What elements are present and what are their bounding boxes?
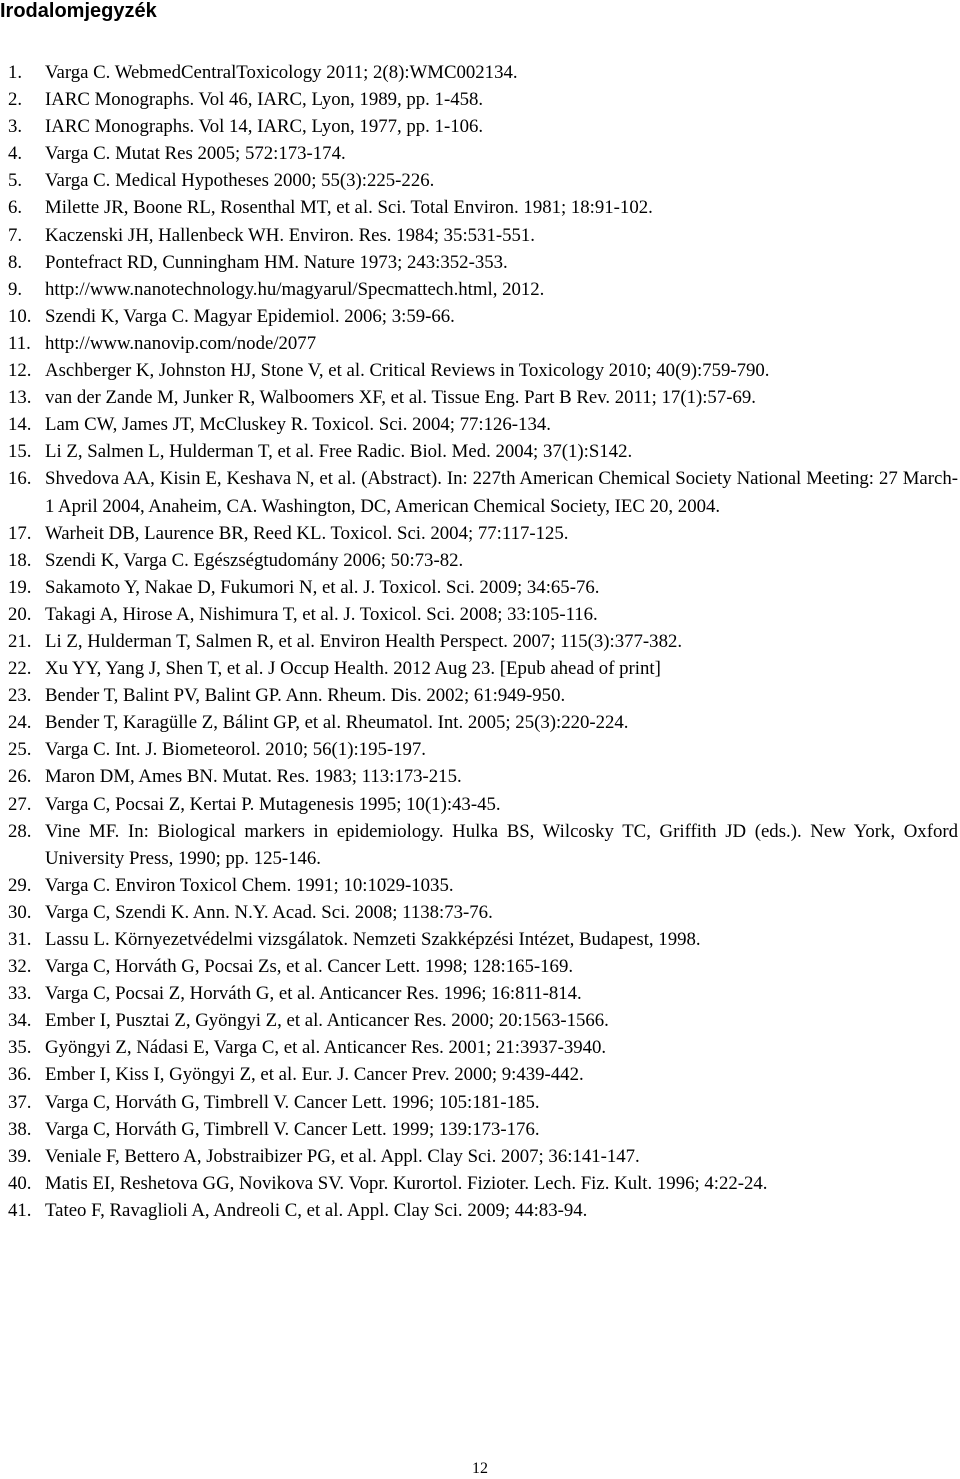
reference-number: 31. (8, 929, 32, 950)
reference-number: 3. (8, 116, 23, 138)
reference-text: Varga C. WebmedCentralToxicology 2011; 2(8):WMC002134. (45, 62, 518, 83)
reference-text: Vine MF. In: Biological markers in epidemiology. Hulka BS, Wilcosky TC, Griffith JD (eds.). New York, Oxford University Press, 1990; pp. 125-146. (45, 820, 958, 869)
reference-text: Takagi A, Hirose A, Nishimura T, et al. J. Toxicol. Sci. 2008; 33:105-116. (45, 603, 598, 625)
reference-number: 25. (8, 739, 32, 761)
reference-item (0, 520, 958, 547)
reference-text: Szendi K, Varga C. Magyar Epidemiol. 2006; 3:59-66. (45, 305, 455, 327)
reference-item (0, 601, 958, 628)
reference-number: 6. (8, 197, 23, 219)
reference-number: 22. (8, 658, 32, 680)
reference-text: Varga C, Pocsai Z, Kertai P. Mutagenesis 1995; 10(1):43-45. (45, 793, 501, 815)
reference-text: Varga C, Horváth G, Timbrell V. Cancer Lett. 1999; 139:173-176. (45, 1118, 540, 1140)
reference-text: Varga C, Horváth G, Timbrell V. Cancer Lett. 1996; 105:181-185. (45, 1091, 540, 1113)
reference-item (0, 222, 958, 249)
reference-text: Varga C. Medical Hypotheses 2000; 55(3):225-226. (45, 170, 435, 192)
reference-text: Sakamoto Y, Nakae D, Fukumori N, et al. J. Toxicol. Sci. 2009; 34:65-76. (45, 576, 600, 598)
reference-number: 30. (8, 901, 32, 923)
reference-text: Warheit DB, Laurence BR, Reed KL. Toxicol. Sci. 2004; 77:117-125. (45, 522, 569, 544)
reference-item (0, 1143, 958, 1170)
reference-item (0, 113, 958, 140)
reference-number: 4. (8, 143, 23, 165)
reference-item (0, 411, 958, 438)
reference-number: 8. (8, 251, 23, 273)
reference-item (0, 763, 958, 790)
reference-item (0, 736, 958, 763)
reference-item (0, 1116, 958, 1143)
reference-item (0, 59, 958, 86)
reference-number: 29. (8, 874, 32, 896)
reference-item (0, 872, 958, 899)
reference-number: 7. (8, 224, 23, 246)
reference-text: http://www.nanovip.com/node/2077 (45, 332, 317, 354)
reference-text: IARC Monographs. Vol 14, IARC, Lyon, 1977, pp. 1-106. (45, 116, 484, 138)
reference-number: 18. (8, 549, 32, 571)
reference-number: 34. (8, 1010, 32, 1032)
reference-number: 35. (8, 1037, 32, 1059)
reference-text: Bender T, Karagülle Z, Bálint GP, et al. Rheumatol. Int. 2005; 25(3):220-224. (45, 712, 629, 734)
reference-text: Kaczenski JH, Hallenbeck WH. Environ. Res. 1984; 35:531-551. (45, 224, 535, 246)
reference-text: Maron DM, Ames BN. Mutat. Res. 1983; 113:173-215. (45, 766, 462, 788)
reference-text: van der Zande M, Junker R, Walboomers XF, et al. Tissue Eng. Part B Rev. 2011; 17(1):57-69. (45, 387, 756, 409)
reference-item (0, 547, 958, 574)
reference-item (0, 1089, 958, 1116)
reference-item (0, 330, 958, 357)
reference-number: 37. (8, 1091, 32, 1113)
reference-text: Pontefract RD, Cunningham HM. Nature 1973; 243:352-353. (45, 251, 508, 273)
reference-number: 12. (8, 360, 32, 382)
reference-number: 13. (8, 387, 32, 409)
reference-number: 32. (8, 956, 32, 978)
reference-text: Szendi K, Varga C. Egészségtudomány 2006; 50:73-82. (45, 549, 464, 571)
reference-item (0, 709, 958, 736)
reference-number: 2. (8, 89, 23, 111)
reference-number: 9. (8, 278, 23, 300)
reference-text: Aschberger K, Johnston HJ, Stone V, et al. Critical Reviews in Toxicology 2010; 40(9):759-790. (45, 360, 770, 382)
reference-text: Varga C, Horváth G, Pocsai Zs, et al. Cancer Lett. 1998; 128:165-169. (45, 956, 574, 978)
reference-text: Li Z, Salmen L, Hulderman T, et al. Free Radic. Biol. Med. 2004; 37(1):S142. (45, 441, 633, 463)
reference-item (0, 249, 958, 276)
reference-item (0, 1061, 958, 1088)
reference-text: Varga C, Szendi K. Ann. N.Y. Acad. Sci. 2008; 1138:73-76. (45, 901, 493, 923)
reference-number: 1. (8, 62, 23, 83)
reference-item (0, 438, 958, 465)
reference-item (0, 1170, 958, 1197)
reference-text: Varga C. Environ Toxicol Chem. 1991; 10:1029-1035. (45, 874, 454, 896)
reference-item (0, 140, 958, 167)
reference-text: IARC Monographs. Vol 46, IARC, Lyon, 1989, pp. 1-458. (45, 89, 484, 111)
page-heading: Irodalomjegyzék (0, 0, 157, 22)
reference-text: Varga C. Mutat Res 2005; 572:173-174. (45, 143, 346, 165)
reference-number: 11. (8, 332, 31, 354)
reference-item (0, 655, 958, 682)
reference-item (0, 980, 958, 1007)
reference-number: 15. (8, 441, 32, 463)
reference-text: Lassu L. Környezetvédelmi vizsgálatok. Nemzeti Szakképzési Intézet, Budapest, 1998. (45, 929, 701, 950)
reference-item (0, 1034, 958, 1061)
reference-number: 17. (8, 522, 32, 544)
reference-number: 27. (8, 793, 32, 815)
reference-number: 5. (8, 170, 23, 192)
reference-text: Li Z, Hulderman T, Salmen R, et al. Environ Health Perspect. 2007; 115(3):377-382. (45, 630, 683, 652)
reference-text: Veniale F, Bettero A, Jobstraibizer PG, et al. Appl. Clay Sci. 2007; 36:141-147. (45, 1145, 640, 1167)
reference-text: Varga C. Int. J. Biometeorol. 2010; 56(1):195-197. (45, 739, 426, 761)
reference-text: Shvedova AA, Kisin E, Keshava N, et al. (Abstract). In: 227th American Chemical Society National Meeting: 27 March-1 April 2004, Anaheim, CA. Washington, DC, American Chemical Society, IEC 20, 2004. (45, 468, 958, 517)
reference-item (0, 276, 958, 303)
reference-text: Bender T, Balint PV, Balint GP. Ann. Rheum. Dis. 2002; 61:949-950. (45, 685, 566, 707)
reference-number: 40. (8, 1172, 32, 1194)
reference-number: 20. (8, 603, 32, 625)
reference-text: Matis EI, Reshetova GG, Novikova SV. Vopr. Kurortol. Fizioter. Lech. Fiz. Kult. 1996; 4:22-24. (45, 1172, 768, 1194)
reference-text: Lam CW, James JT, McCluskey R. Toxicol. Sci. 2004; 77:126-134. (45, 414, 551, 436)
reference-item (0, 86, 958, 113)
reference-item (0, 574, 958, 601)
reference-number: 21. (8, 630, 32, 652)
reference-text: http://www.nanotechnology.hu/magyarul/Specmattech.html, 2012. (45, 278, 545, 300)
reference-item (0, 953, 958, 980)
reference-number: 36. (8, 1064, 32, 1086)
reference-text: Ember I, Pusztai Z, Gyöngyi Z, et al. Anticancer Res. 2000; 20:1563-1566. (45, 1010, 609, 1032)
reference-number: 10. (8, 305, 32, 327)
reference-item (0, 628, 958, 655)
reference-number: 38. (8, 1118, 32, 1140)
reference-number: 26. (8, 766, 32, 788)
reference-list (0, 59, 958, 1224)
reference-item (0, 899, 958, 926)
reference-item (0, 682, 958, 709)
reference-item (0, 194, 958, 221)
page-number: 12 (472, 1460, 488, 1477)
reference-text: Xu YY, Yang J, Shen T, et al. J Occup Health. 2012 Aug 23. [Epub ahead of print] (45, 658, 661, 680)
reference-text: Tateo F, Ravaglioli A, Andreoli C, et al. Appl. Clay Sci. 2009; 44:83-94. (45, 1199, 588, 1221)
reference-item (0, 791, 958, 818)
reference-number: 39. (8, 1145, 32, 1167)
reference-number: 24. (8, 712, 32, 734)
reference-item (0, 384, 958, 411)
reference-item (0, 465, 958, 519)
reference-item (0, 303, 958, 330)
reference-number: 19. (8, 576, 32, 598)
reference-number: 41. (8, 1199, 32, 1221)
reference-number: 33. (8, 983, 32, 1005)
reference-number: 14. (8, 414, 32, 436)
reference-item (0, 1007, 958, 1034)
reference-number: 16. (8, 468, 32, 490)
reference-item (0, 357, 958, 384)
reference-item (0, 1197, 958, 1224)
reference-item (0, 926, 958, 953)
reference-text: Varga C, Pocsai Z, Horváth G, et al. Anticancer Res. 1996; 16:811-814. (45, 983, 582, 1005)
reference-number: 28. (8, 820, 32, 842)
reference-text: Ember I, Kiss I, Gyöngyi Z, et al. Eur. J. Cancer Prev. 2000; 9:439-442. (45, 1064, 584, 1086)
reference-item (0, 167, 958, 194)
reference-number: 23. (8, 685, 32, 707)
reference-text: Milette JR, Boone RL, Rosenthal MT, et al. Sci. Total Environ. 1981; 18:91-102. (45, 197, 653, 219)
reference-item (0, 818, 958, 872)
reference-text: Gyöngyi Z, Nádasi E, Varga C, et al. Anticancer Res. 2001; 21:3937-3940. (45, 1037, 607, 1059)
